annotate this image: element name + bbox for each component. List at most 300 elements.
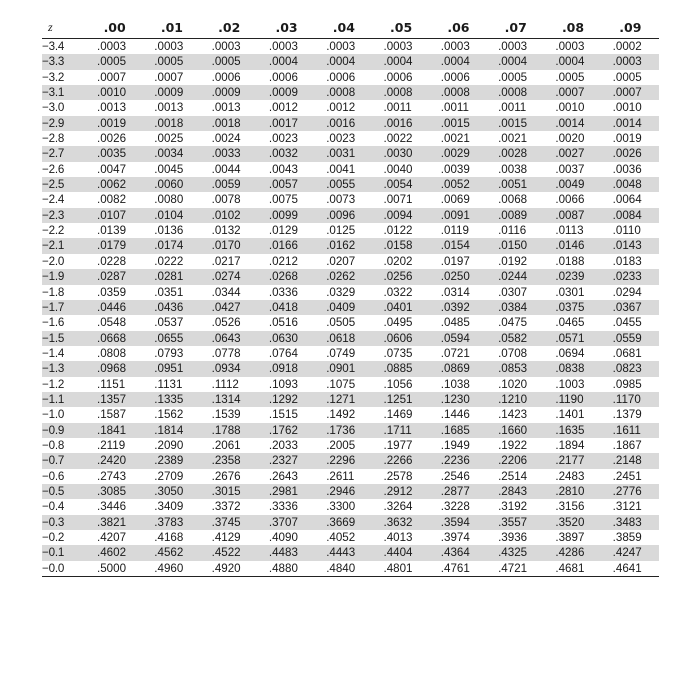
z-value-cell: −2.2 — [42, 224, 65, 238]
table-row — [42, 315, 659, 330]
probability-cell: .1977 — [383, 438, 413, 452]
table-row — [42, 300, 659, 315]
probability-cell: .0025 — [154, 132, 184, 146]
probability-cell: .2296 — [315, 453, 372, 468]
probability-cell: .0735 — [383, 346, 413, 360]
probability-cell: .0655 — [143, 331, 200, 346]
probability-cell: .0010 — [612, 101, 642, 115]
probability-cell: .0244 — [487, 269, 544, 284]
probability-cell: .0006 — [326, 70, 356, 84]
z-value-cell: −2.9 — [42, 116, 86, 131]
probability-cell: .4562 — [143, 545, 200, 560]
probability-cell: .0003 — [268, 40, 298, 53]
probability-cell: .3409 — [154, 500, 184, 514]
probability-cell: .0037 — [555, 162, 585, 176]
probability-cell: .0031 — [315, 146, 372, 161]
probability-cell: .0985 — [612, 377, 642, 391]
probability-cell: .3974 — [440, 531, 470, 544]
probability-cell: .1788 — [201, 423, 258, 438]
probability-cell: .0630 — [258, 331, 315, 346]
probability-cell: .0003 — [154, 40, 184, 53]
probability-cell: .3336 — [268, 500, 298, 514]
table-row — [42, 177, 659, 192]
probability-cell: .0007 — [154, 70, 184, 84]
z-value-cell: −3.3 — [42, 54, 86, 69]
probability-cell: .0008 — [430, 85, 487, 100]
probability-cell: .1711 — [372, 423, 429, 438]
probability-cell: .4880 — [258, 561, 315, 577]
table-row — [42, 85, 659, 100]
probability-cell: .0005 — [201, 54, 258, 69]
table-row — [42, 254, 659, 269]
probability-cell: .3897 — [555, 531, 585, 544]
probability-cell: .0113 — [555, 224, 584, 238]
probability-cell: .1020 — [498, 377, 528, 391]
table-row — [42, 192, 659, 207]
probability-cell: .0559 — [602, 331, 659, 346]
probability-cell: .0968 — [86, 361, 143, 376]
z-value-cell: −0.5 — [42, 484, 86, 499]
table-row — [42, 70, 659, 85]
probability-cell: .4247 — [602, 545, 659, 560]
table-row — [42, 269, 659, 284]
probability-cell: .5000 — [86, 561, 143, 577]
probability-cell: .0017 — [258, 116, 315, 131]
probability-cell: .0049 — [544, 177, 601, 192]
probability-cell: .1949 — [440, 438, 470, 452]
probability-cell: .3632 — [372, 515, 429, 530]
probability-cell: .2148 — [602, 453, 659, 468]
probability-cell: .0694 — [555, 346, 585, 360]
probability-cell: .4920 — [201, 561, 258, 577]
table-row — [42, 469, 659, 484]
probability-cell: .0537 — [154, 316, 184, 330]
probability-cell: .1515 — [268, 408, 298, 422]
probability-cell: .4129 — [211, 531, 241, 544]
probability-cell: .1685 — [430, 423, 487, 438]
z-value-cell: −2.3 — [42, 208, 86, 223]
probability-cell: .4641 — [602, 561, 659, 577]
probability-cell: .0007 — [544, 85, 601, 100]
probability-cell: .0024 — [211, 132, 241, 146]
probability-cell: .4013 — [383, 531, 413, 544]
probability-cell: .0035 — [86, 146, 143, 161]
table-row — [42, 223, 659, 238]
probability-cell: .0838 — [544, 361, 601, 376]
probability-cell: .0197 — [440, 254, 470, 268]
probability-cell: .0005 — [612, 70, 642, 84]
z-value-cell: −3.2 — [42, 70, 65, 84]
probability-cell: .1762 — [258, 423, 315, 438]
probability-cell: .1131 — [154, 377, 183, 391]
header-z: z — [42, 16, 86, 39]
header-col-04: .04 — [315, 16, 372, 39]
probability-cell: .0793 — [154, 346, 184, 360]
probability-cell: .2266 — [372, 453, 429, 468]
probability-cell: .0004 — [544, 54, 601, 69]
probability-cell: .2033 — [268, 438, 298, 452]
probability-cell: .0051 — [487, 177, 544, 192]
probability-cell: .2358 — [201, 453, 258, 468]
probability-cell: .0087 — [544, 208, 601, 223]
probability-cell: .0005 — [498, 70, 528, 84]
probability-cell: .3520 — [544, 515, 601, 530]
z-value-cell: −1.5 — [42, 331, 86, 346]
probability-cell: .3669 — [315, 515, 372, 530]
probability-cell: .0089 — [487, 208, 544, 223]
probability-cell: .0217 — [211, 254, 241, 268]
probability-cell: .0060 — [143, 177, 200, 192]
probability-cell: .0158 — [372, 238, 429, 253]
probability-cell: .0009 — [258, 85, 315, 100]
probability-cell: .0307 — [498, 285, 528, 299]
probability-cell: .1841 — [86, 423, 143, 438]
probability-cell: .0446 — [86, 300, 143, 315]
table-row — [42, 377, 659, 392]
probability-cell: .0052 — [430, 177, 487, 192]
table-row — [42, 100, 659, 115]
probability-cell: .1314 — [201, 392, 258, 407]
header-col-07: .07 — [487, 16, 544, 39]
probability-cell: .0764 — [268, 346, 298, 360]
probability-cell: .0708 — [498, 346, 528, 360]
table-row — [42, 453, 659, 468]
probability-cell: .3745 — [201, 515, 258, 530]
probability-cell: .2061 — [211, 438, 241, 452]
probability-cell: .0004 — [258, 54, 315, 69]
z-value-cell: −1.8 — [42, 285, 65, 299]
z-value-cell: −0.2 — [42, 531, 65, 544]
table-row — [42, 438, 659, 453]
probability-cell: .4207 — [97, 531, 127, 544]
table-row — [42, 392, 659, 407]
probability-cell: .3015 — [201, 484, 258, 499]
probability-cell: .3156 — [555, 500, 585, 514]
probability-cell: .0003 — [602, 54, 659, 69]
probability-cell: .0119 — [440, 224, 469, 238]
probability-cell: .0233 — [602, 269, 659, 284]
probability-cell: .3859 — [612, 531, 642, 544]
probability-cell: .0064 — [612, 193, 642, 207]
probability-cell: .0823 — [602, 361, 659, 376]
probability-cell: .3594 — [430, 515, 487, 530]
probability-cell: .3050 — [143, 484, 200, 499]
probability-cell: .0136 — [154, 224, 184, 238]
probability-cell: .0150 — [487, 238, 544, 253]
probability-cell: .0336 — [268, 285, 298, 299]
probability-cell: .1335 — [143, 392, 200, 407]
probability-cell: .0003 — [97, 40, 127, 53]
table-row — [42, 285, 659, 300]
probability-cell: .1151 — [97, 377, 126, 391]
probability-cell: .0281 — [143, 269, 200, 284]
probability-cell: .0901 — [315, 361, 372, 376]
probability-cell: .1469 — [383, 408, 413, 422]
probability-cell: .0918 — [258, 361, 315, 376]
probability-cell: .0122 — [383, 224, 413, 238]
table-row — [42, 561, 659, 577]
probability-cell: .0183 — [612, 254, 642, 268]
probability-cell: .2327 — [258, 453, 315, 468]
probability-cell: .0129 — [268, 224, 298, 238]
probability-cell: .0125 — [326, 224, 356, 238]
probability-cell: .2843 — [487, 484, 544, 499]
probability-cell: .0014 — [544, 116, 601, 131]
probability-cell: .2206 — [487, 453, 544, 468]
probability-cell: .4840 — [315, 561, 372, 577]
table-row — [42, 545, 659, 560]
probability-cell: .0028 — [487, 146, 544, 161]
probability-cell: .1056 — [383, 377, 413, 391]
probability-cell: .0351 — [154, 285, 184, 299]
probability-cell: .0099 — [258, 208, 315, 223]
header-col-05: .05 — [372, 16, 429, 39]
probability-cell: .0132 — [211, 224, 241, 238]
probability-cell: .3085 — [86, 484, 143, 499]
probability-cell: .0007 — [97, 70, 127, 84]
probability-cell: .0170 — [201, 238, 258, 253]
probability-cell: .1446 — [440, 408, 470, 422]
z-value-cell: −0.1 — [42, 545, 86, 560]
z-value-cell: −1.7 — [42, 300, 86, 315]
table-row — [42, 346, 659, 361]
probability-cell: .0003 — [326, 40, 356, 53]
probability-cell: .1112 — [211, 377, 239, 391]
probability-cell: .0071 — [383, 193, 413, 207]
probability-cell: .0256 — [372, 269, 429, 284]
probability-cell: .0082 — [97, 193, 127, 207]
probability-cell: .0004 — [487, 54, 544, 69]
probability-cell: .2643 — [268, 469, 298, 483]
probability-cell: .0179 — [86, 238, 143, 253]
probability-cell: .2236 — [430, 453, 487, 468]
probability-cell: .0069 — [440, 193, 470, 207]
probability-cell: .0516 — [268, 316, 298, 330]
table-row — [42, 423, 659, 438]
probability-cell: .0485 — [440, 316, 470, 330]
probability-cell: .0102 — [201, 208, 258, 223]
z-value-cell: −2.5 — [42, 177, 86, 192]
probability-cell: .0166 — [258, 238, 315, 253]
probability-cell: .1894 — [555, 438, 585, 452]
probability-cell: .2709 — [154, 469, 184, 483]
table-row — [42, 407, 659, 422]
probability-cell: .0005 — [86, 54, 143, 69]
probability-cell: .2005 — [326, 438, 356, 452]
z-value-cell: −1.3 — [42, 361, 86, 376]
probability-cell: .0475 — [498, 316, 528, 330]
probability-cell: .0009 — [201, 85, 258, 100]
probability-cell: .0174 — [143, 238, 200, 253]
probability-cell: .1357 — [86, 392, 143, 407]
probability-cell: .0008 — [372, 85, 429, 100]
probability-cell: .4090 — [268, 531, 298, 544]
probability-cell: .0084 — [602, 208, 659, 223]
table-row — [42, 499, 659, 514]
probability-cell: .0143 — [602, 238, 659, 253]
probability-cell: .0004 — [372, 54, 429, 69]
probability-cell: .0013 — [97, 101, 127, 115]
probability-cell: .0409 — [315, 300, 372, 315]
table-row — [42, 361, 659, 376]
table-row — [42, 162, 659, 177]
probability-cell: .2483 — [555, 469, 585, 483]
probability-cell: .0618 — [315, 331, 372, 346]
probability-cell: .4721 — [487, 561, 544, 577]
table-row — [42, 530, 659, 545]
probability-cell: .0212 — [268, 254, 298, 268]
probability-cell: .0029 — [430, 146, 487, 161]
probability-cell: .0202 — [383, 254, 413, 268]
probability-cell: .2119 — [97, 438, 126, 452]
probability-cell: .1190 — [544, 392, 601, 407]
probability-cell: .1562 — [154, 408, 184, 422]
probability-cell: .0008 — [487, 85, 544, 100]
probability-cell: .0022 — [383, 132, 413, 146]
probability-cell: .3821 — [86, 515, 143, 530]
probability-cell: .2877 — [430, 484, 487, 499]
probability-cell: .2743 — [97, 469, 127, 483]
probability-cell: .0495 — [383, 316, 413, 330]
probability-cell: .0207 — [326, 254, 356, 268]
header-col-03: .03 — [258, 16, 315, 39]
probability-cell: .0384 — [487, 300, 544, 315]
probability-cell: .0116 — [498, 224, 527, 238]
probability-cell: .4364 — [430, 545, 487, 560]
probability-cell: .0023 — [268, 132, 298, 146]
probability-cell: .2776 — [602, 484, 659, 499]
probability-cell: .0329 — [326, 285, 356, 299]
probability-cell: .0013 — [154, 101, 184, 115]
probability-cell: .0021 — [440, 132, 470, 146]
probability-cell: .1539 — [211, 408, 241, 422]
probability-cell: .0026 — [97, 132, 127, 146]
probability-cell: .0034 — [143, 146, 200, 161]
z-value-cell: −1.4 — [42, 346, 65, 360]
z-value-cell: −3.4 — [42, 40, 65, 53]
probability-cell: .2912 — [372, 484, 429, 499]
probability-cell: .0548 — [97, 316, 127, 330]
table-row — [42, 515, 659, 530]
probability-cell: .0287 — [86, 269, 143, 284]
probability-cell: .0014 — [602, 116, 659, 131]
probability-cell: .0643 — [201, 331, 258, 346]
probability-cell: .0934 — [201, 361, 258, 376]
probability-cell: .0010 — [555, 101, 585, 115]
probability-cell: .0274 — [201, 269, 258, 284]
probability-cell: .4522 — [201, 545, 258, 560]
z-value-cell: −1.9 — [42, 269, 86, 284]
probability-cell: .0314 — [440, 285, 470, 299]
probability-cell: .0188 — [555, 254, 585, 268]
probability-cell: .0041 — [326, 162, 356, 176]
header-col-01: .01 — [143, 16, 200, 39]
table-row — [42, 208, 659, 223]
probability-cell: .0505 — [326, 316, 356, 330]
probability-cell: .3228 — [440, 500, 470, 514]
z-table-container — [42, 16, 659, 577]
probability-cell: .0078 — [211, 193, 241, 207]
probability-cell: .0013 — [211, 101, 241, 115]
probability-cell: .0020 — [555, 132, 585, 146]
probability-cell: .0006 — [440, 70, 470, 84]
probability-cell: .0019 — [86, 116, 143, 131]
probability-cell: .0080 — [154, 193, 184, 207]
probability-cell: .0104 — [143, 208, 200, 223]
z-value-cell: −1.0 — [42, 408, 65, 422]
probability-cell: .1038 — [440, 377, 470, 391]
probability-cell: .0018 — [143, 116, 200, 131]
z-value-cell: −1.6 — [42, 316, 65, 330]
probability-cell: .1003 — [555, 377, 585, 391]
probability-cell: .0465 — [555, 316, 585, 330]
probability-cell: .4483 — [258, 545, 315, 560]
probability-cell: .2451 — [612, 469, 642, 483]
probability-cell: .0015 — [487, 116, 544, 131]
probability-cell: .0162 — [315, 238, 372, 253]
probability-cell: .4960 — [143, 561, 200, 577]
probability-cell: .0068 — [498, 193, 528, 207]
probability-cell: .0594 — [430, 331, 487, 346]
probability-cell: .3783 — [143, 515, 200, 530]
probability-cell: .0004 — [430, 54, 487, 69]
probability-cell: .0869 — [430, 361, 487, 376]
probability-cell: .2090 — [154, 438, 184, 452]
z-value-cell: −2.7 — [42, 146, 86, 161]
probability-cell: .0030 — [372, 146, 429, 161]
probability-cell: .2676 — [211, 469, 241, 483]
probability-cell: .0003 — [211, 40, 241, 53]
probability-cell: .1867 — [612, 438, 642, 452]
probability-cell: .1587 — [97, 408, 127, 422]
header-col-06: .06 — [430, 16, 487, 39]
table-row — [42, 238, 659, 253]
z-value-cell: −2.0 — [42, 254, 65, 268]
probability-cell: .0062 — [86, 177, 143, 192]
probability-cell: .0002 — [612, 40, 642, 53]
probability-cell: .4404 — [372, 545, 429, 560]
probability-cell: .1093 — [268, 377, 298, 391]
probability-cell: .0015 — [430, 116, 487, 131]
probability-cell: .2810 — [544, 484, 601, 499]
probability-cell: .1379 — [612, 408, 642, 422]
table-row — [42, 131, 659, 146]
probability-cell: .0003 — [440, 40, 470, 53]
z-value-cell: −0.3 — [42, 515, 86, 530]
z-value-cell: −0.8 — [42, 438, 65, 452]
z-value-cell: −1.1 — [42, 392, 86, 407]
probability-cell: .0951 — [143, 361, 200, 376]
probability-cell: .0808 — [97, 346, 127, 360]
probability-cell: .1401 — [555, 408, 585, 422]
probability-cell: .3264 — [383, 500, 413, 514]
header-col-08: .08 — [544, 16, 601, 39]
probability-cell: .0021 — [498, 132, 528, 146]
probability-cell: .0401 — [372, 300, 429, 315]
probability-cell: .2177 — [544, 453, 601, 468]
probability-cell: .0427 — [201, 300, 258, 315]
probability-cell: .2389 — [143, 453, 200, 468]
probability-cell: .1922 — [498, 438, 528, 452]
probability-cell: .0032 — [258, 146, 315, 161]
table-row — [42, 484, 659, 499]
header-col-09: .09 — [602, 16, 659, 39]
z-value-cell: −0.9 — [42, 423, 86, 438]
probability-cell: .0250 — [430, 269, 487, 284]
probability-cell: .0039 — [440, 162, 470, 176]
probability-cell: .2578 — [383, 469, 413, 483]
probability-cell: .0154 — [430, 238, 487, 253]
